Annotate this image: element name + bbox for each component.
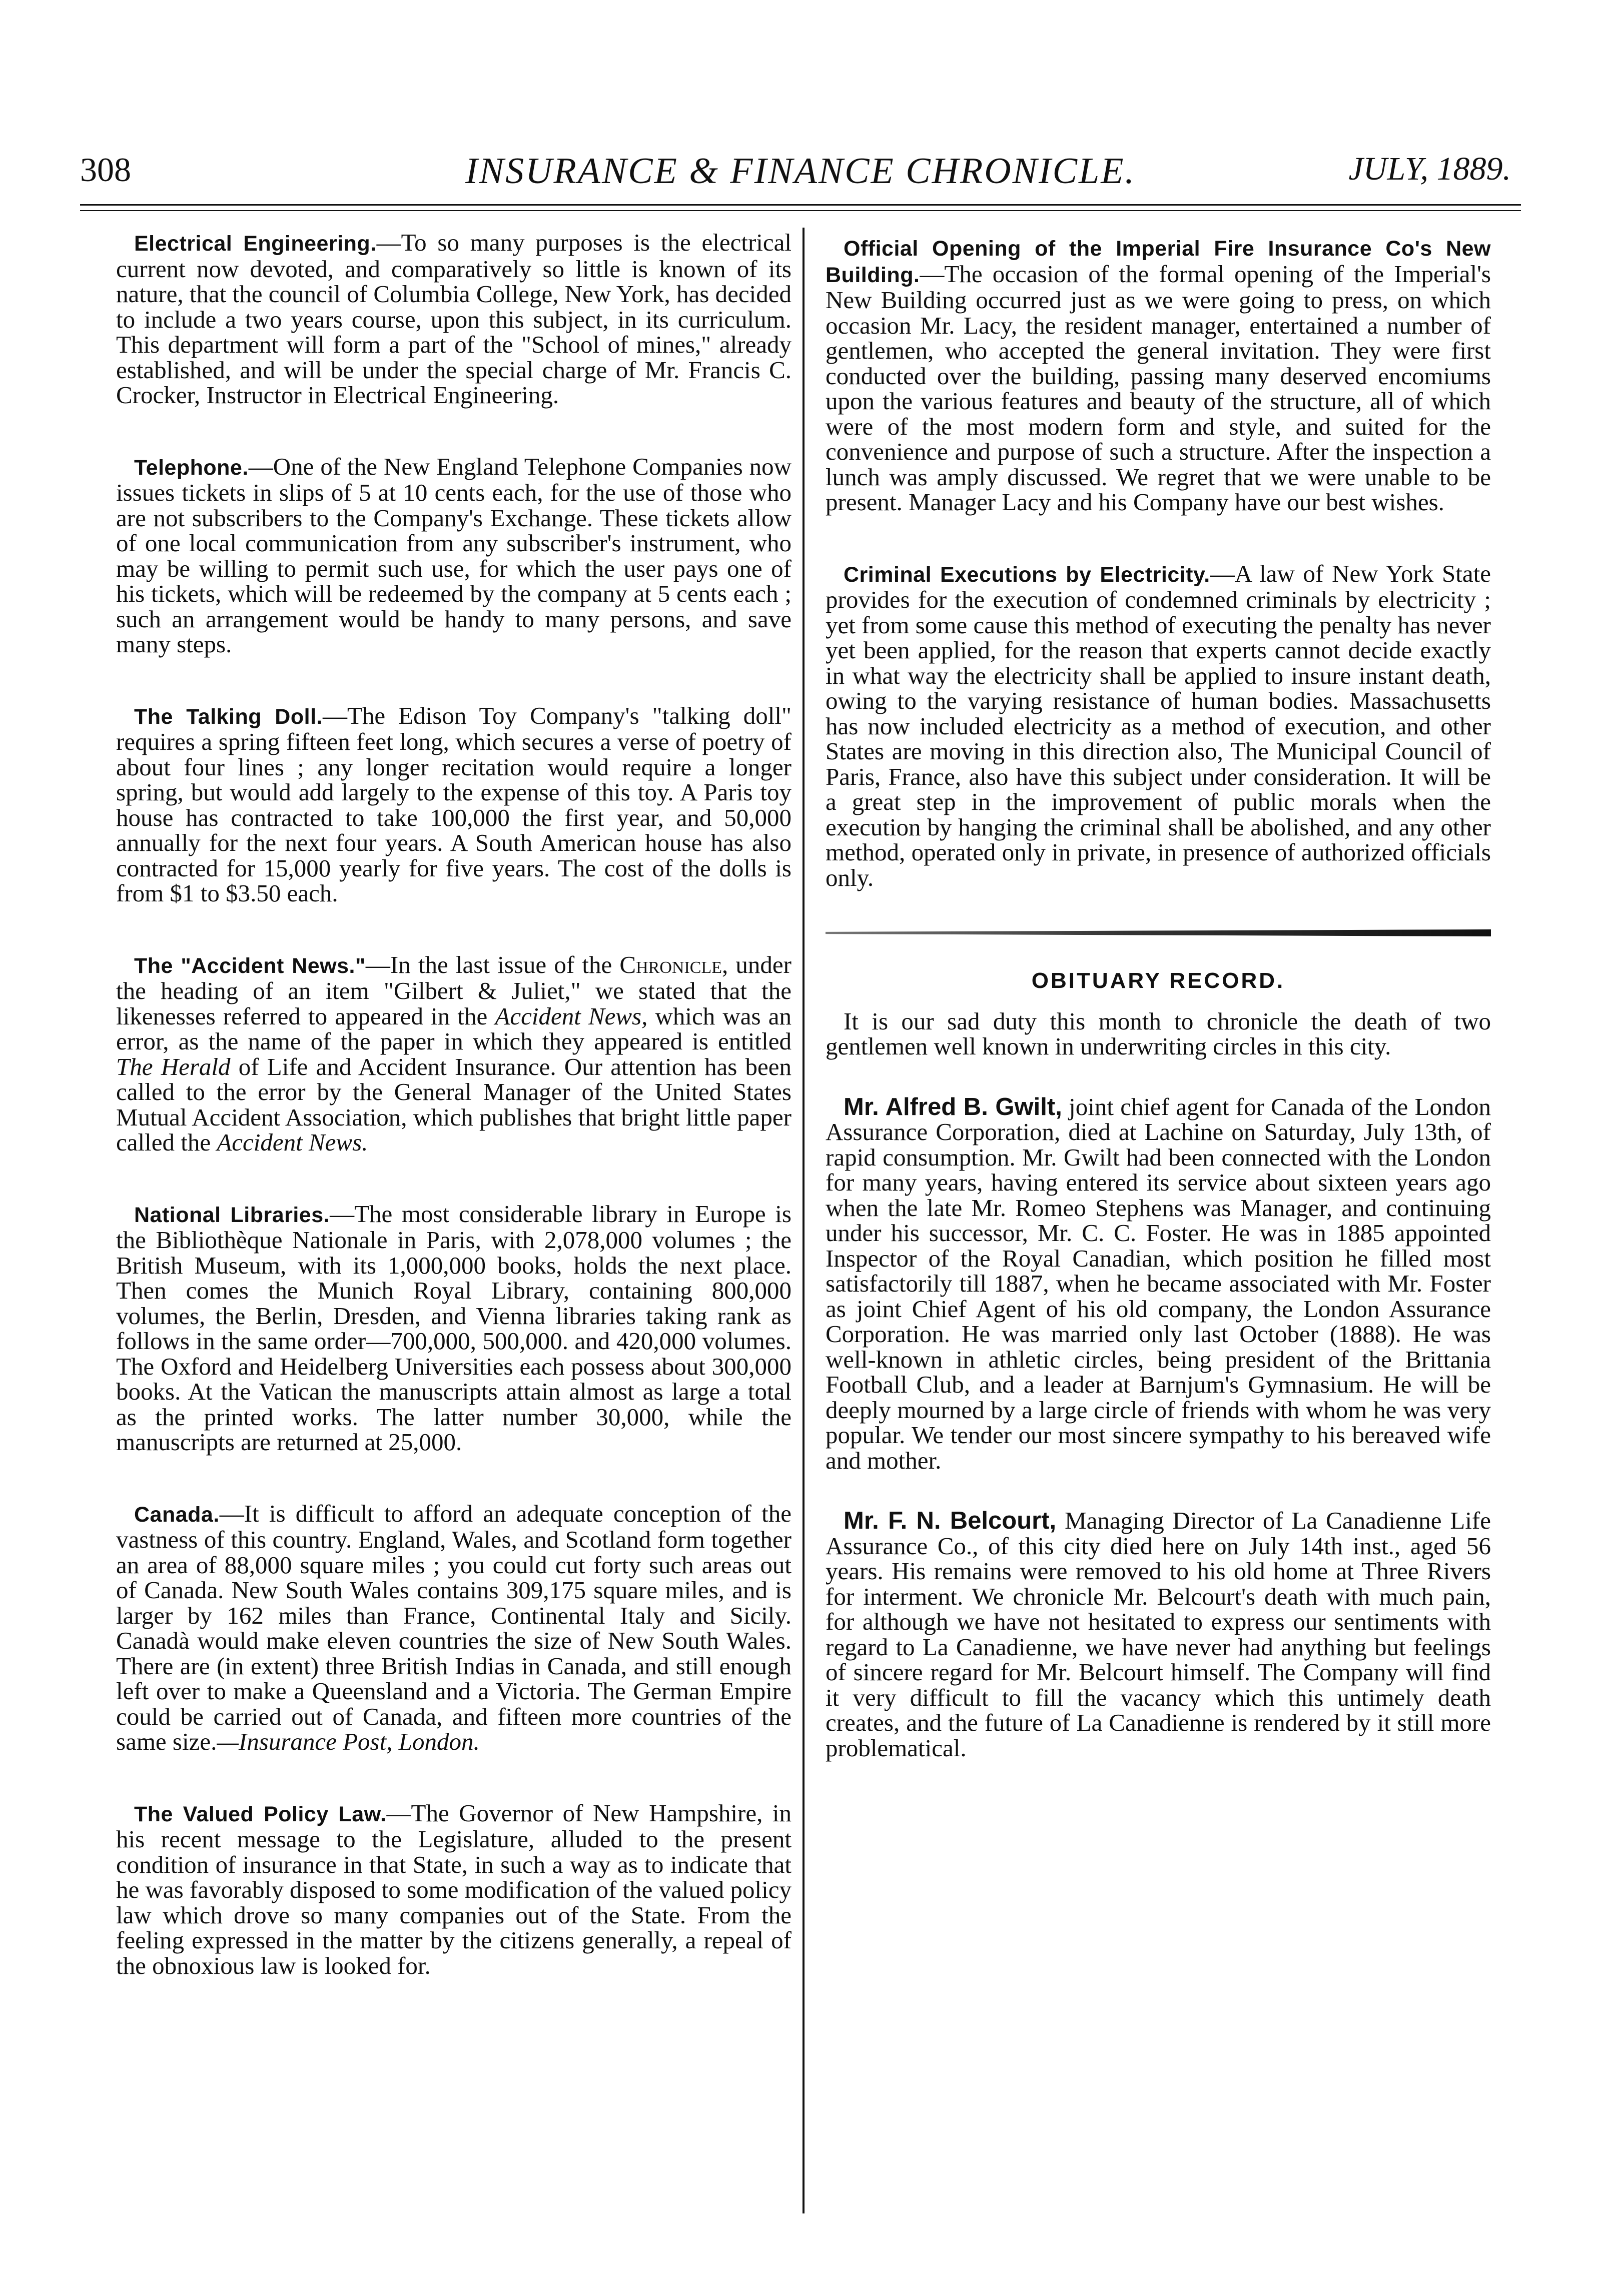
article-criminal-executions [826,561,1491,891]
left-column [116,230,791,1978]
article-valued-policy-law [116,1801,791,1979]
article-accident-news [116,952,791,1156]
page-number: 308 [80,151,131,189]
article-body: —The Governor of New Hampshire, in his recent message to the Legislature, alluded to the present condition of insurance in that State, in such a way as to indicate that he was favorably disposed to some modification of the valued policy law which drove so many companies out of the State. From the feeling expressed in the matter by the citizens generally, a repeal of the obnoxious law is looked for. [116,1799,791,1979]
publication-title: INSURANCE & FINANCE CHRONICLE. [465,151,1136,192]
article-body: of Life and Accident Insurance. Our attention has been called to the error by the General Manager of the United States Mutual Accident Association, which publishes that bright little paper called the [116,1052,791,1156]
article-body: which was an error, as the name of the paper in which they appeared is entitled [116,1002,791,1055]
obituary-name: Mr. Alfred B. Gwilt, [844,1093,1062,1120]
article-heading: The Valued Policy Law. [134,1802,387,1826]
article-electrical-engineering [116,230,791,408]
article-canada [116,1501,791,1755]
obituary-entry-gwilt [826,1094,1491,1474]
paper-name: Accident News, [495,1002,648,1030]
article-body: —It is difficult to afford an adequate conception of the vastness of this country. England, Wales, and Scotland form together an area of 88,000 square miles ; you could cut forty such areas out of Canada. New South Wales contains 309,175 square miles, and is larger by 162 miles than France, Continental Italy and Sicily. Canadà would make eleven countries the size of New South Wales. There are (in extent) three British Indias in Canada, and still enough left over to make a Queensland and a Victoria. The German Empire could be carried out of Canada, and fifteen more countries of the same size. [116,1499,791,1755]
article-talking-doll [116,703,791,906]
obituary-body: Managing Director of La Canadienne Life Assurance Co., of this city died here on July 14th inst., aged 56 years. His remains were removed to his old home at Three Rivers for interment. We chronicle Mr. Belcourt's death with much pain, for although we have not hesitated to express our sentiments with regard to La Canadienne, we have never had anything but feelings of sincere regard for Mr. Belcourt himself. The Company will find it very difficult to fill the vacancy which this untimely death creates, and the future of La Canadienne is rendered by it still more problematical. [826,1507,1491,1762]
obituary-body: joint chief agent for Canada of the London Assurance Corporation, died at Lachine on Saturday, July 13th, of rapid consumption. Mr. Gwilt had been connected with the London for many years, having entered its service about sixteen years ago when the late Mr. Romeo Stephens was Manager, and continuing under his successor, Mr. C. C. Foster. He was in 1885 appointed Inspector of the Royal Canadian, which position he filled most satisfactorily till 1887, when he became associated with Mr. Foster as joint Chief Agent of his old company, the London Assurance Corporation. He was married only last October (1888). He was well-known in athletic circles, being president of the Brittania Football Club, and a leader at Barnjum's Gymnasium. He will be deeply mourned by a large circle of friends with whom he was very popular. We tender our most sincere sympathy to his bereaved wife and mother. [826,1092,1491,1474]
obituary-entry-belcourt [826,1508,1491,1761]
obituary-title: OBITUARY RECORD. [1031,968,1285,993]
paper-name: The Herald [116,1052,231,1080]
article-body: —The occasion of the formal opening of the Imperial's New Building occurred just as we were going to press, on which occasion Mr. Lacy, the resident manager, entertained a number of gentlemen, who accepted the general invitation. They were first conducted over the building, passing many deserved encomiums upon the various features and beauty of the structure, all of which were of the most modern form and style, and suited for the convenience and purpose of such a structure. After the inspection a lunch was amply discussed. We regret that we were unable to be present. Manager Lacy and his Company have our best wishes. [826,260,1491,516]
article-telephone [116,454,791,657]
right-column [826,235,1491,1761]
article-heading: Official Opening of the Imperial Fire Insurance Co's New Building. [826,237,1491,287]
paper-name: Accident News. [217,1128,368,1156]
article-body: —One of the New England Telephone Companies now issues tickets in slips of 5 at 10 cents each, for the use of those who are not subscribers to the Company's Exchange. These tickets allow of one local communication from any subscriber's instrument, who may be willing to permit such use, for which the user pays one of his tickets, which will be redeemed by the company at 5 cents each ; such an arrangement would be handy to many persons, and save many steps. [116,452,791,658]
section-divider [826,918,1491,948]
article-heading: Canada. [134,1502,220,1527]
article-body: —In the last issue of the [365,950,620,978]
article-source: —Insurance Post, London. [217,1728,480,1755]
obituary-intro: It is our sad duty this month to chronicle the death of two gentlemen well known in underwriting circles in this city. [826,1007,1491,1060]
chronicle-name: Chronicle [619,950,722,978]
issue-date: JULY, 1889. [1348,151,1511,187]
header-rule-thin [80,210,1521,211]
article-heading: Electrical Engineering. [134,232,377,256]
article-heading: Criminal Executions by Electricity. [844,562,1210,587]
article-body: —A law of New York State provides for the execution of condemned criminals by electricity ; yet from some cause this method of executing the penalty has never yet been applied, for the reason that experts cannot decide exactly in what way the electricity shall be applied to insure instant death, owing to the varying resistance of human bodies. Massachusetts has now included electricity as a method of execution, and other States are moving in this direction also, The Municipal Council of Paris, France, also have this subject under consideration. It will be a great step in the improvement of public morals when the execution by hanging the criminal shall be abolished, and any other method, operated only in private, in presence of authorized officials only. [826,559,1491,891]
obituary-name: Mr. F. N. Belcourt, [844,1507,1057,1534]
article-national-libraries [116,1202,791,1455]
column-divider [803,228,805,2213]
article-heading: National Libraries. [134,1203,330,1227]
article-heading: The "Accident News." [134,953,366,978]
article-imperial-opening [826,235,1491,515]
article-body: —The most considerable library in Europe is the Bibliothèque Nationale in Paris, with 2,078,000 volumes ; the British Museum, with its 1,000,000 books, holds the next place. Then comes the Munich Royal Library, containing 800,000 volumes, the Berlin, Dresden, and Vienna libraries taking rank as follows in the same order—700,000, 500,000. and 420,000 volumes. The Oxford and Heidelberg Universities each possess about 300,000 books. At the Vatican the manuscripts attain almost as large a total as the printed works. The latter number 30,000, while the manuscripts are returned at 25,000. [116,1200,791,1456]
article-body: —The Edison Toy Company's "talking doll" requires a spring fifteen feet long, which secures a verse of poetry of about four lines ; any longer recitation would require a longer spring, but would add largely to the expense of this toy. A Paris toy house has contracted to take 100,000 the first year, and 50,000 annually for the next four years. A South American house has also contracted for 15,000 yearly for five years. The cost of the dolls is from $1 to $3.50 each. [116,701,791,907]
header-rule [80,204,1521,206]
article-body: , under the heading of an item "Gilbert & Juliet," we stated that the likenesses referred to appeared in the [116,950,791,1030]
article-heading: The Talking Doll. [134,704,323,729]
article-heading: Telephone. [134,455,249,480]
article-body: —To so many purposes is the electrical current now devoted, and comparatively so little is known of its nature, that the council of Columbia College, New York, has decided to include a two years course, upon this subject, in its curriculum. This department will form a part of the "School of mines," already established, and will be under the special charge of Mr. Francis C. Crocker, Instructor in Electrical Engineering. [116,229,791,409]
page-header [80,150,1521,205]
